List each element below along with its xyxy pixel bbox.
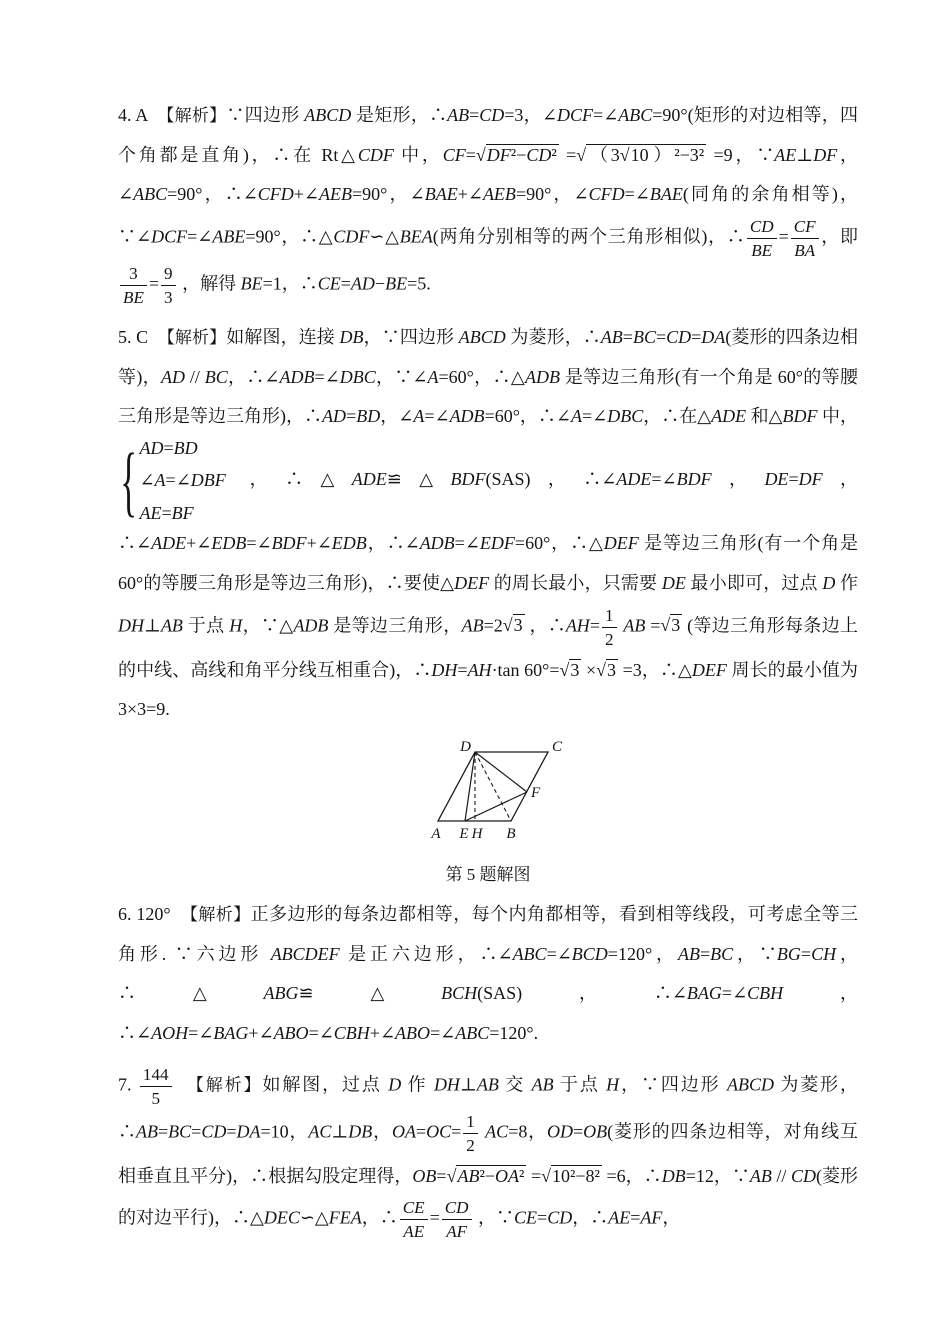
- solution-problem-5: 5. C 【解析】如解图，连接 DB，∵四边形 ABCD 为菱形，∴AB=BC=CD=DA(菱形的四条边相等)，AD // BC，∴∠ADB=∠DBC，∵∠A=60°，∴△ADB 是等边三角形(有一个角是 60°的等腰三角形是等边三角形)，∴AD=BD，∠A=∠ADB=60°，∴∠A=∠DBC，∴在△ADE 和△BDF 中， { AD=BD ∠A=∠DBF AE=BF ，∴△ADE≌△BDF(SAS)，∴∠ADE=∠BDF，DE=DF，∴∠ADE+∠EDB=∠BDF+∠EDB，∴∠ADB=∠EDF=60°，∴△DEF 是等边三角形(有一个角是 60°的等腰三角形是等边三角形)，∴要使△DEF 的周长最小，只需要 DE 最小即可，过点 D 作 DH⊥AB 于点 H，∵△ADB 是等边三角形，AB=2√3 ，∴AH= $\frac{1}{2}$ AB =√3 (等边三角形每条边上的中线、高线和角平分线互相重合)，∴DH=AH·tan 60°=√3 ×√3 =3，∴△DEF 周长的最小值为 3×3=9.: [118, 327, 859, 720]
- problem-5-figure: [118, 739, 858, 887]
- solution-problem-7: 7. $\frac{144}{5}$ 【解析】如解图，过点 D 作 DH⊥AB 交 AB 于点 H，∵四边形 ABCD 为菱形，∴AB=BC=CD=DA=10，AC⊥DB，OA=OC= $\frac{1}{2}$ AC=8，OD=OB(菱形的四条边相等，对角线互相垂直且平分)，∴根据勾股定理得，OB=√AB²−OA² =√10²−8² =6，∴DB=12，∵AB // CD(菱形的对边平行)，∴△DEC∽△FEA，∴ $\frac{CE}{AE}$ = $\frac{CD}{AF}$ ，∵CE=CD，∴AE=AF，: [118, 1064, 859, 1242]
- point-label-F: F: [531, 784, 541, 801]
- solution-problem-4: 4. A 【解析】∵四边形 ABCD 是矩形，∴AB=CD=3，∠DCF=∠ABC=90°(矩形的对边相等，四个角都是直角)，∴在 Rt△CDF 中，CF=√DF²−CD² =√（3√10 ）²−3² =9，∵AE⊥DF，∠ABC=90°，∴∠CFD+∠AEB=90°，∠BAE+∠AEB=90°，∠CFD=∠BAE(同角的余角相等)，∵∠DCF=∠ABE=90°，∴△CDF∽△BEA(两角分别相等的两个三角形相似)，∴ $\frac{CD}{BE}$ = $\frac{CF}{BA}$ ，即 $\frac{3}{BE}$ = $\frac{9}{3}$ ，解得 BE=1，∴CE=AD−BE=5.: [118, 105, 859, 307]
- rhombus-diagram: [384, 739, 592, 845]
- point-label-D: D: [460, 738, 471, 755]
- point-label-E: E: [459, 825, 469, 842]
- point-label-C: C: [552, 738, 563, 755]
- segment-DB-dashed: [475, 752, 511, 821]
- point-label-B: B: [506, 825, 516, 842]
- figure-caption: 第 5 题解图: [445, 865, 531, 885]
- segment-DF: [475, 752, 527, 792]
- solution-problem-6: 6. 120° 【解析】正多边形的每条边都相等，每个内角都相等，看到相等线段，可考虑全等三角形. ∵六边形 ABCDEF 是正六边形，∴∠ABC=∠BCD=120°，AB=BC，∵BG=CH，∴△ABG≌△BCH(SAS)，∴∠BAG=∠CBH，∴∠AOH=∠BAG+∠ABO=∠CBH+∠ABO=∠ABC=120°.: [118, 904, 858, 1043]
- point-label-A: A: [431, 825, 441, 842]
- segment-EF: [465, 792, 527, 821]
- point-label-H: H: [471, 825, 483, 842]
